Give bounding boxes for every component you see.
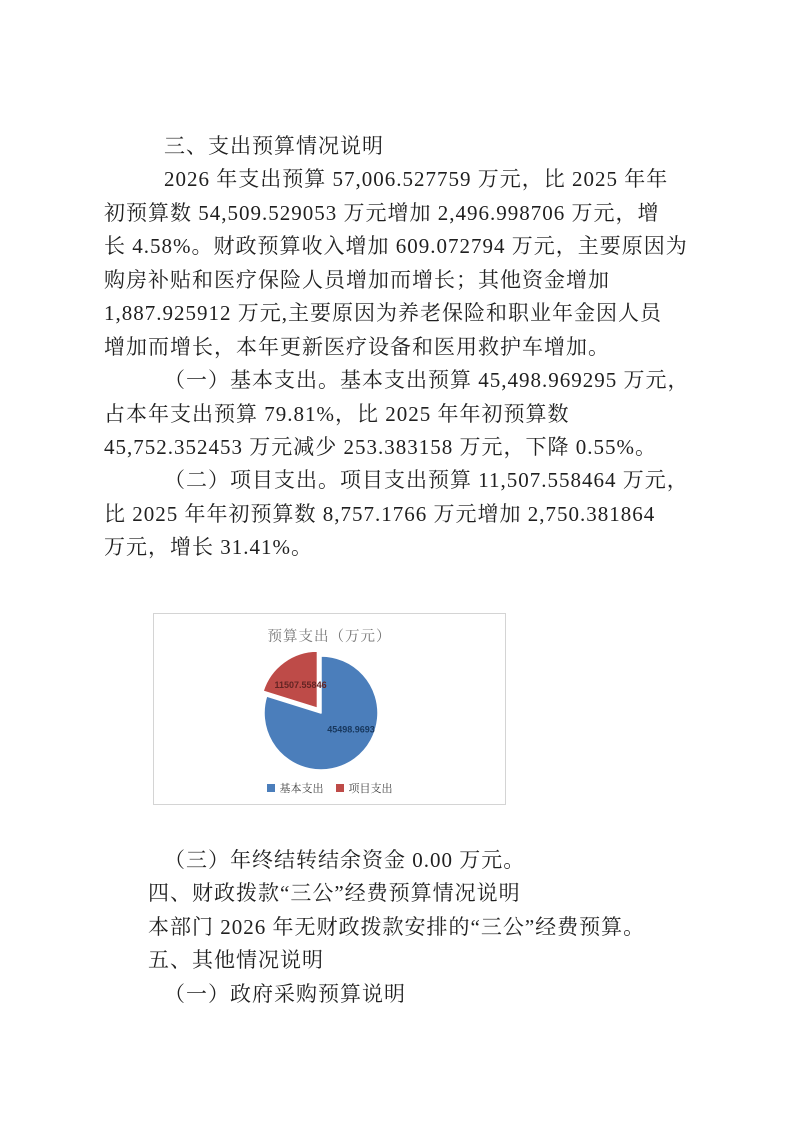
closing-sections xyxy=(104,844,704,1011)
pie-data-label: 45498.9693 xyxy=(327,724,375,735)
carryover-funds-line: （三）年终结转结余资金 0.00 万元。 xyxy=(164,848,526,872)
paragraph-line: 45,752.352453 万元减少 253.383158 万元，下降 0.55%。 xyxy=(104,434,657,459)
paragraph-line: 占本年支出预算 79.81%，比 2025 年年初预算数 xyxy=(104,401,570,426)
paragraph-line: 增加而增长，本年更新医疗设备和医用救护车增加。 xyxy=(104,334,610,359)
paragraph-line: 购房补贴和医疗保险人员增加而增长；其他资金增加 xyxy=(104,267,610,292)
pie-chart xyxy=(154,614,507,806)
chart-legend xyxy=(154,780,505,796)
paragraph-line: 比 2025 年年初预算数 8,757.1766 万元增加 2,750.381864 xyxy=(104,501,656,526)
pie-chart-frame xyxy=(153,613,506,805)
paragraph-line: 2026 年支出预算 57,006.527759 万元，比 2025 年年 xyxy=(164,167,669,192)
paragraph-line: 本部门 2026 年无财政拨款安排的“三公”经费预算。 xyxy=(148,914,646,939)
paragraph-line: 万元，增长 31.41%。 xyxy=(104,535,313,560)
paragraph-line: 初预算数 54,509.529053 万元增加 2,496.998706 万元，增 xyxy=(104,200,660,225)
section-heading: 五、其他情况说明 xyxy=(148,948,324,973)
legend-swatch-red-icon xyxy=(336,784,344,792)
legend-swatch-blue-icon xyxy=(267,784,275,792)
paragraph-line: 长 4.58%。财政预算收入增加 609.072794 万元，主要原因为 xyxy=(104,234,688,259)
basic-expenditure-line: （一）基本支出。基本支出预算 45,498.969295 万元， xyxy=(164,368,690,393)
section-heading: 四、财政拨款“三公”经费预算情况说明 xyxy=(148,881,521,906)
pie-data-label: 11507.55846 xyxy=(274,680,327,691)
paragraph-line: 1,887.925912 万元,主要原因为养老保险和职业年金因人员 xyxy=(104,301,662,326)
legend-item-project-expenditure xyxy=(336,780,393,796)
legend-label: 基本支出 xyxy=(279,783,324,795)
subsection-heading: （一）政府采购预算说明 xyxy=(164,981,406,1006)
project-expenditure-line: （二）项目支出。项目支出预算 11,507.558464 万元， xyxy=(164,468,689,493)
chart-title: 预算支出（万元） xyxy=(267,629,392,645)
legend-label: 项目支出 xyxy=(348,783,393,795)
legend-item-basic-expenditure xyxy=(267,780,324,796)
section-heading: 三、支出预算情况说明 xyxy=(164,134,384,158)
expenditure-budget-section xyxy=(104,130,704,565)
